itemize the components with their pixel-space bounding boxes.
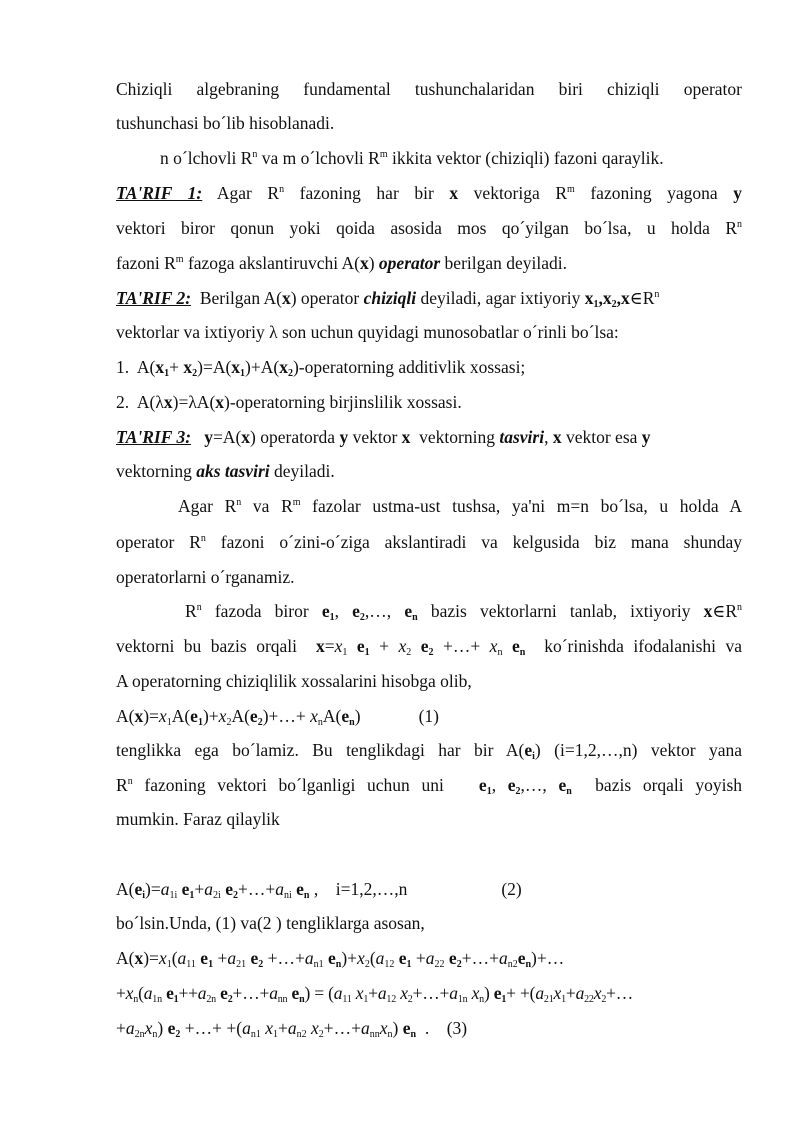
definition-3-line: TA'RIF 3: y=A(x) operatorda y vektor x vektorning tasviri, x vektor esa y (116, 427, 651, 447)
text-line: $R^n$ fazoning vektori bo´lganligi uchun uni $e_1$, $e_2,\dots$, $e_n$ bazis orqali yoyish (116, 775, 743, 797)
text-line: vektorlar va ixtiyoriy λ son uchun quyidagi munosobatlar o´rinli bo´lsa: (116, 322, 619, 342)
text-line: vektorning aks tasviri deyiladi. (116, 461, 335, 481)
text-line: mumkin. Faraz qilaylik (116, 809, 280, 829)
equation-3-part-1: $A(x)=x_1(a_{11}$ $e_1 +a_{21}$ $e_2$ $+\dots+a_{n1}$ $e_n)+x_2(a_{12}$ $e_1 +a_{22}$ $e_2+\dots+a_{n2}e_n)+\dots$ (116, 948, 565, 970)
text-line: A operatorning chiziqlilik xossalarini hisobga olib, (116, 671, 472, 691)
text-line: Agar $R^n$ va $R^m$ fazolar ustma-ust tushsa, ya'ni m=n bo´lsa, u holda A (178, 496, 742, 516)
list-item: 1. $A(x_1+$ $x_2)=A(x_1)+A(x_2)$-operatorning additivlik xossasi; (116, 357, 526, 379)
text-line: vektori biror qonun yoki qoida asosida mos qo´yilgan bo´lsa, u holda $R^n$ (116, 218, 742, 238)
text-line: $R^n$ fazoda biror $e_1$, $e_2,\dots$, $e_n$ bazis vektorlarni tanlab, ixtiyoriy $x\in R^n$ (185, 601, 743, 623)
definition-1-label: TA'RIF 1: (116, 183, 203, 203)
definition-1-line: TA'RIF 1: Agar $R^n$ fazoning har bir x vektoriga $R^m$ fazoning yagona y (116, 183, 742, 203)
text-line: fazoni $R^m$ fazoga akslantiruvchi A(x) operator berilgan deyiladi. (116, 253, 568, 273)
text-line: tushunchasi bo´lib hisoblanadi. (116, 113, 335, 133)
definition-3-label: TA'RIF 3: (116, 427, 192, 447)
equation-3-part-3: $+a_{2n}x_n$) $e_2$ +…+ $+(a_{n1}$ $x_1+a_{n2}$ $x_2+\dots+a_{nn}x_n$) $e_n$ . (3) (116, 1018, 468, 1040)
equation-3-part-2: $+x_n(a_{1n}$ $e_1++a_{2n}$ $e_2+\dots+a_{nn}$ $e_n) = (a_{11}$ $x_1+a_{12}$ $x_2+\dots+a_{1n}$ $x_n$) $e_1+$ $+(a_{21}x_1+a_{22}x_2+\dots$ (116, 983, 634, 1005)
text-line: bo´lsin.Unda, (1) va(2 ) tengliklarga asosan, (116, 913, 425, 933)
text-line: n o´lchovli $R^n$ va m o´lchovli $R^m$ ikkita vektor (chiziqli) fazoni qaraylik. (160, 148, 664, 168)
text-line: tenglikka ega bo´lamiz. Bu tenglikdagi har bir $A(e_i)$ (i=1,2,…,n) vektor yana (116, 740, 742, 762)
text-line: vektorni bu bazis orqali $x=x_1$ $e_1 + x_2$ $e_2$ +…+ $x_n$ $e_n$ ko´rinishda ifodalanishi va (116, 636, 743, 658)
equation-2: $A(e_i)=a_{1i}$ $e_1+a_{2i}$ $e_2+\dots+a_{ni}$ $e_n$ , i=1,2,…,n (2) (116, 879, 522, 901)
definition-2-label: TA'RIF 2: (116, 288, 192, 308)
definition-2-line: TA'RIF 2: Berilgan A(x) operator chiziqli deyiladi, agar ixtiyoriy $x_1,x_2,x\in R^n$ (116, 288, 660, 310)
equation-1: $A(x)=x_1A(e_1)+x_2A(e_2)+\dots+ x_nA(e_n)$ (1) (116, 706, 439, 728)
text-line: operator $R^n$ fazoni o´zini-o´ziga akslantiradi va kelgusida biz mana shunday (116, 532, 742, 552)
list-item: 2. A(λx)=λA(x)-operatorning birjinslilik xossasi. (116, 392, 462, 412)
text-line: operatorlarni o´rganamiz. (116, 567, 295, 587)
text-line: Chiziqli algebraning fundamental tushunchalaridan biri chiziqli operator (116, 79, 742, 99)
